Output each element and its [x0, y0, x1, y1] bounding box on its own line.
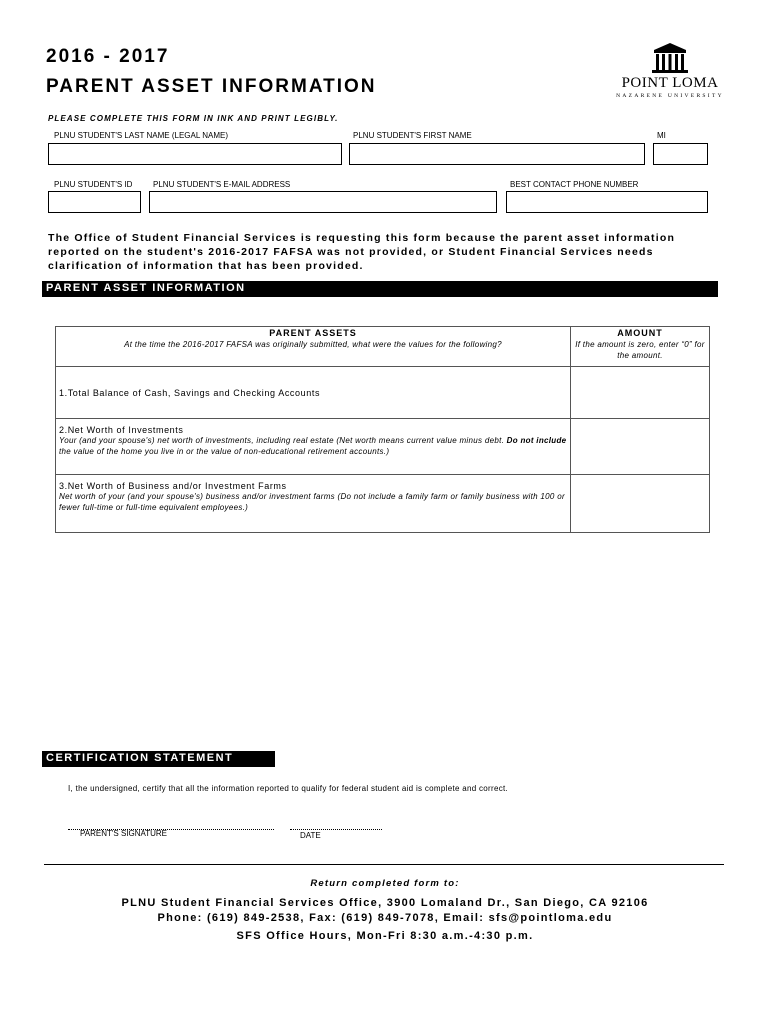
office-address: PLNU Student Financial Services Office, 3900 Lomaland Dr., San Diego, CA 92106 [121, 897, 649, 909]
amount-input-cash[interactable] [571, 367, 710, 419]
amount-input-business[interactable] [571, 475, 710, 533]
mi-field[interactable] [653, 143, 708, 165]
description-text: Your (and your spouse's) net worth of investments, including real estate (Net worth means current value minus debt. [59, 436, 507, 445]
university-logo [614, 42, 726, 102]
signature-label: PARENT'S SIGNATURE [80, 829, 168, 838]
last-name-label: PLNU STUDENT'S LAST NAME (LEGAL NAME) [54, 131, 229, 140]
table-row [56, 367, 710, 419]
first-name-field[interactable] [349, 143, 645, 165]
asset-question-cell [56, 475, 571, 533]
amount-column-title: AMOUNT [617, 328, 663, 338]
divider [44, 864, 724, 865]
asset-question-title: 2.Net Worth of Investments [59, 425, 184, 435]
office-hours: SFS Office Hours, Mon-Fri 8:30 a.m.-4:30 p.m. [236, 930, 534, 942]
description-emphasis: Do not include [506, 436, 567, 445]
student-id-label: PLNU STUDENT'S ID [54, 180, 133, 189]
form-year: 2016 - 2017 [46, 46, 170, 67]
instructions: PLEASE COMPLETE THIS FORM IN INK AND PRINT LEGIBLY. [48, 114, 339, 123]
table-header-row [56, 327, 710, 367]
date-label: DATE [300, 831, 321, 840]
email-label: PLNU STUDENT'S E-MAIL ADDRESS [153, 180, 291, 189]
asset-question-cell [56, 419, 571, 475]
asset-section-header: PARENT ASSET INFORMATION [42, 281, 718, 297]
last-name-field[interactable] [48, 143, 342, 165]
assets-column-subtitle: At the time the 2016-2017 FAFSA was originally submitted, what were the values for the following? [124, 340, 502, 349]
date-line[interactable] [290, 829, 382, 830]
asset-question-cell [56, 367, 571, 419]
assets-table [55, 326, 710, 533]
asset-question-description [59, 435, 567, 457]
phone-label: BEST CONTACT PHONE NUMBER [510, 180, 639, 189]
phone-field[interactable] [506, 191, 708, 213]
asset-question-title: 3.Net Worth of Business and/or Investment Farms [59, 481, 287, 491]
assets-header-cell [56, 327, 571, 367]
table-row [56, 419, 710, 475]
intro-paragraph: The Office of Student Financial Services is requesting this form because the parent asset information reported on the student's 2016-2017 FAFSA was not provided, or Student Financial Services needs clarification of information that has been provided. [48, 232, 676, 272]
amount-column-subtitle: If the amount is zero, enter “0” for the amount. [575, 340, 705, 360]
certification-section-header: CERTIFICATION STATEMENT [42, 751, 275, 767]
description-text-end: the value of the home you live in or the value of non-educational retirement accounts.) [59, 447, 390, 456]
email-field[interactable] [149, 191, 497, 213]
asset-question-title: 1.Total Balance of Cash, Savings and Checking Accounts [59, 387, 321, 398]
logo-subtitle: NAZARENE UNIVERSITY [616, 93, 724, 99]
amount-header-cell [571, 327, 710, 367]
assets-column-title: PARENT ASSETS [269, 328, 357, 338]
return-label: Return completed form to: [310, 878, 460, 889]
office-contact: Phone: (619) 849-2538, Fax: (619) 849-7078, Email: sfs@pointloma.edu [157, 912, 613, 924]
certification-text: I, the undersigned, certify that all the information reported to qualify for federal student aid is complete and correct. [68, 784, 509, 793]
page-title: PARENT ASSET INFORMATION [46, 76, 377, 97]
mi-label: MI [657, 131, 666, 140]
amount-input-investments[interactable] [571, 419, 710, 475]
first-name-label: PLNU STUDENT'S FIRST NAME [353, 131, 472, 140]
building-icon [614, 42, 726, 76]
logo-wordmark: POINT LOMA [621, 75, 719, 91]
asset-question-description: Net worth of your (and your spouse's) business and/or investment farms (Do not include a family farm or family business with 100 or fewer full-time or full-time equivalent employees.) [59, 492, 565, 512]
student-id-field[interactable] [48, 191, 141, 213]
table-row [56, 475, 710, 533]
